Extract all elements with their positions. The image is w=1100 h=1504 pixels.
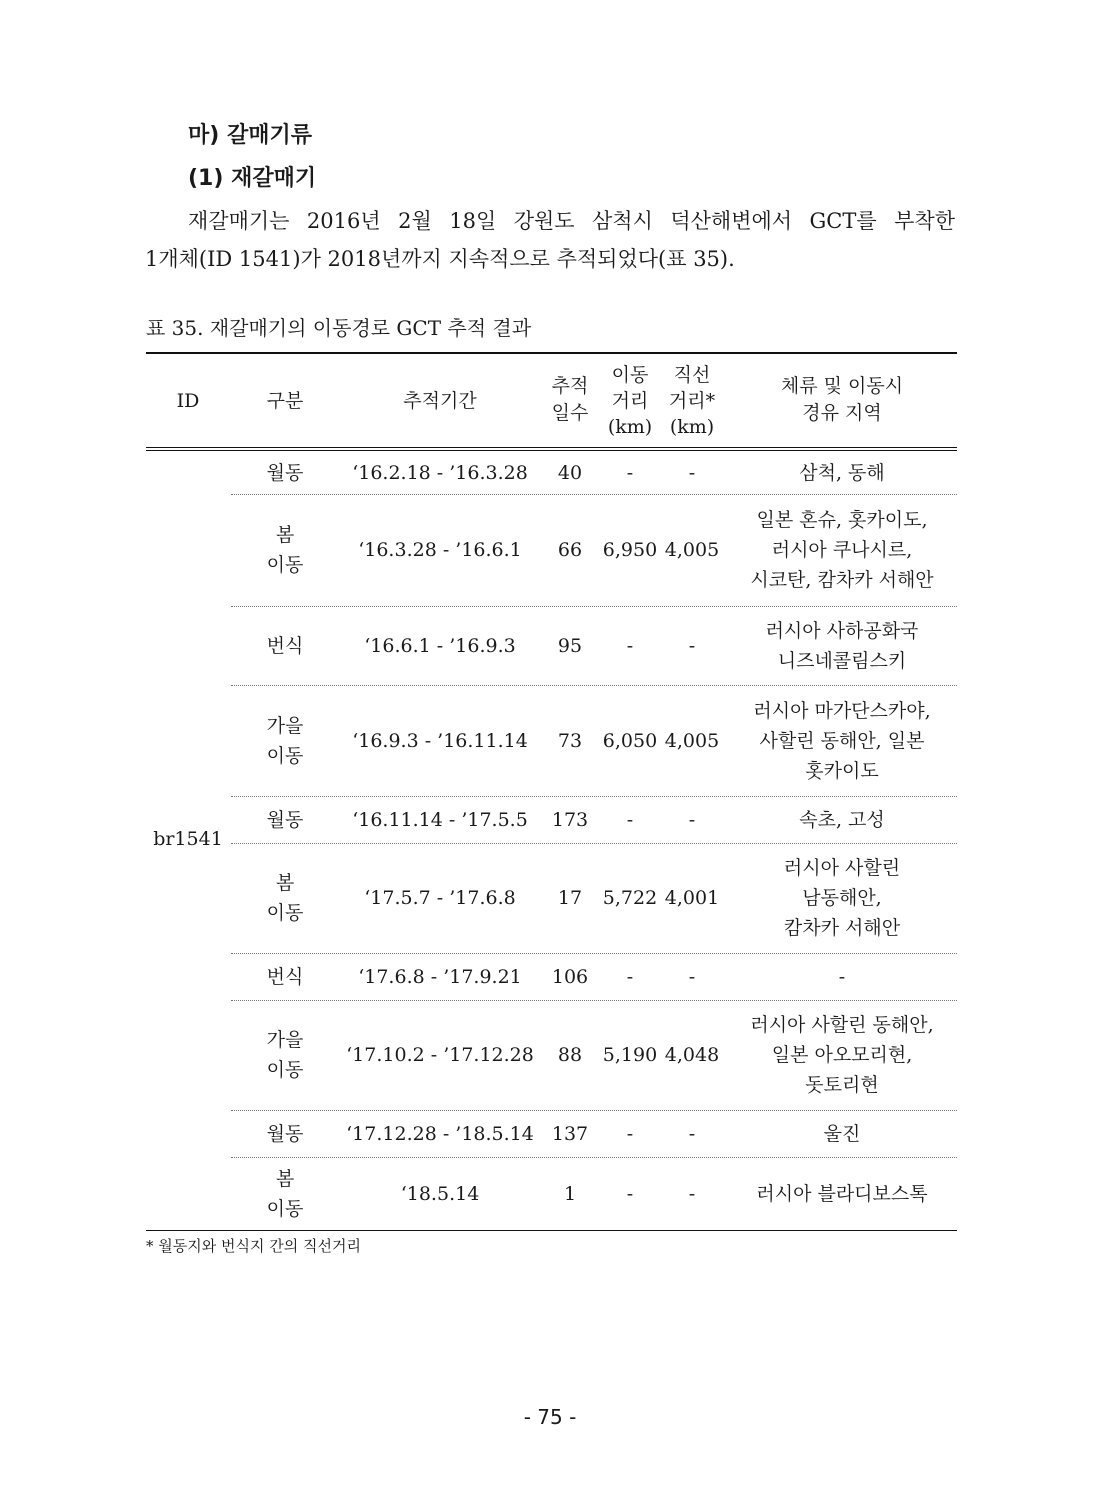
row-4-category-line-1: 가을 — [266, 714, 304, 737]
row-5-straight: - — [688, 808, 696, 831]
row-7-category: 번식 — [266, 965, 304, 988]
row-1-category: 월동 — [266, 461, 304, 484]
row-9-category: 월동 — [266, 1122, 304, 1145]
row-6-days: 17 — [557, 887, 583, 909]
header-rule-1 — [146, 447, 957, 448]
row-separator — [231, 494, 957, 495]
row-separator — [231, 1110, 957, 1111]
paragraph-line-1: 재갈매기는 2016년 2월 18일 강원도 삼척시 덕산해변에서 GCT를 부착한 — [188, 209, 955, 233]
row-5-days: 173 — [551, 808, 589, 831]
row-4-category-line-2: 이동 — [266, 744, 304, 767]
row-6-category-line-2: 이동 — [266, 902, 304, 924]
header-distance-3: (km) — [607, 416, 653, 438]
row-4-days: 73 — [557, 729, 583, 752]
page-number: - 75 - — [523, 1405, 577, 1429]
row-3-category: 번식 — [266, 634, 304, 657]
table-top-rule — [146, 352, 957, 354]
row-separator — [231, 1157, 957, 1158]
row-10-category-line-2: 이동 — [266, 1197, 304, 1220]
row-3-region-line-1: 러시아 사하공화국 — [765, 619, 919, 642]
row-2-period: ‘16.3.28 - ’16.6.1 — [358, 539, 522, 561]
row-9-period: ‘17.12.28 - ’18.5.14 — [346, 1122, 534, 1145]
row-2-days: 66 — [557, 539, 583, 561]
header-period: 추적기간 — [403, 390, 477, 412]
row-1-region: 삼척, 동해 — [799, 461, 885, 484]
header-straight-3: (km) — [669, 416, 715, 438]
row-6-period: ‘17.5.7 - ’17.6.8 — [364, 887, 516, 909]
table-caption: 표 35. 재갈매기의 이동경로 GCT 추적 결과 — [146, 316, 532, 340]
row-2-region-line-2: 러시아 쿠나시르, — [771, 539, 913, 561]
row-6-straight: 4,001 — [664, 887, 720, 909]
row-separator — [231, 685, 957, 686]
header-straight-2: 거리* — [668, 390, 716, 412]
subsection-heading: (1) 재갈매기 — [188, 166, 317, 191]
row-8-days: 88 — [557, 1044, 583, 1066]
row-10-period: ‘18.5.14 — [400, 1182, 480, 1205]
row-9-region: 울진 — [823, 1122, 861, 1145]
row-5-region: 속초, 고성 — [799, 808, 885, 831]
header-distance-2: 거리 — [611, 390, 649, 412]
row-separator — [231, 953, 957, 954]
row-5-category: 월동 — [266, 808, 304, 831]
row-1-straight: - — [688, 461, 696, 484]
row-6-category-line-1: 봄 — [275, 872, 295, 894]
header-straight-1: 직선 — [673, 364, 711, 386]
row-7-straight: - — [688, 965, 696, 988]
row-7-region: - — [838, 965, 846, 988]
row-6-distance: 5,722 — [602, 887, 658, 909]
row-3-distance: - — [626, 634, 634, 657]
header-region-2: 경유 지역 — [802, 402, 882, 424]
row-9-days: 137 — [551, 1122, 589, 1145]
header-region-1: 체류 및 이동시 — [780, 375, 904, 397]
row-separator — [231, 1000, 957, 1001]
header-rule-2 — [146, 450, 957, 451]
row-3-straight: - — [688, 634, 696, 657]
row-10-region: 러시아 블라디보스톡 — [756, 1182, 928, 1205]
row-7-period: ‘17.6.8 - ’17.9.21 — [358, 965, 522, 988]
paragraph-line-2: 1개체(ID 1541)가 2018년까지 지속적으로 추적되었다(표 35). — [145, 247, 735, 271]
row-4-straight: 4,005 — [664, 729, 720, 752]
row-separator — [231, 606, 957, 607]
row-1-days: 40 — [557, 461, 583, 484]
row-8-distance: 5,190 — [602, 1044, 658, 1066]
id-cell: br1541 — [153, 828, 223, 850]
header-id: ID — [176, 390, 200, 412]
row-9-straight: - — [688, 1122, 696, 1145]
row-7-days: 106 — [551, 965, 589, 988]
row-1-distance: - — [626, 461, 634, 484]
row-3-region-line-2: 니즈네콜림스키 — [777, 649, 907, 672]
table-bottom-rule — [146, 1230, 957, 1231]
row-10-days: 1 — [563, 1182, 577, 1205]
row-8-category-line-2: 이동 — [266, 1059, 304, 1081]
row-8-region-line-1: 러시아 사할린 동해안, — [750, 1014, 934, 1036]
row-2-region-line-1: 일본 혼슈, 홋카이도, — [756, 509, 928, 531]
row-4-period: ‘16.9.3 - ’16.11.14 — [352, 729, 528, 752]
row-8-region-line-3: 돗토리현 — [805, 1074, 879, 1096]
row-10-category-line-1: 봄 — [275, 1167, 295, 1190]
row-2-category-line-1: 봄 — [275, 524, 295, 546]
row-10-straight: - — [688, 1182, 696, 1205]
row-2-region-line-3: 시코탄, 캄차카 서해안 — [750, 569, 934, 591]
row-8-category-line-1: 가을 — [266, 1029, 304, 1051]
row-separator — [231, 843, 957, 844]
row-separator — [231, 796, 957, 797]
row-1-period: ‘16.2.18 - ’16.3.28 — [352, 461, 528, 484]
row-4-region-line-3: 홋카이도 — [805, 759, 879, 782]
header-category: 구분 — [266, 390, 304, 412]
row-8-region-line-2: 일본 아오모리현, — [771, 1044, 913, 1066]
table-footnote: * 월동지와 번식지 간의 직선거리 — [146, 1237, 361, 1255]
row-2-straight: 4,005 — [664, 539, 720, 561]
header-days-1: 추적 — [551, 375, 589, 397]
row-4-distance: 6,050 — [602, 729, 658, 752]
section-heading: 마) 갈매기류 — [188, 123, 312, 148]
row-4-region-line-2: 사할린 동해안, 일본 — [759, 729, 925, 752]
row-6-region-line-1: 러시아 사할린 — [783, 857, 901, 879]
header-days-2: 일수 — [551, 402, 589, 424]
row-3-period: ‘16.6.1 - ’16.9.3 — [364, 634, 516, 657]
row-9-distance: - — [626, 1122, 634, 1145]
row-4-region-line-1: 러시아 마가단스카야, — [753, 699, 931, 722]
row-6-region-line-2: 남동해안, — [802, 887, 882, 909]
row-2-category-line-2: 이동 — [266, 554, 304, 576]
row-5-distance: - — [626, 808, 634, 831]
row-8-period: ‘17.10.2 - ’17.12.28 — [346, 1044, 534, 1066]
header-distance-1: 이동 — [611, 364, 649, 386]
row-8-straight: 4,048 — [664, 1044, 720, 1066]
row-7-distance: - — [626, 965, 634, 988]
row-2-distance: 6,950 — [602, 539, 658, 561]
row-10-distance: - — [626, 1182, 634, 1205]
row-5-period: ‘16.11.14 - ’17.5.5 — [352, 808, 528, 831]
body-paragraph — [145, 202, 955, 278]
row-6-region-line-3: 캄차카 서해안 — [783, 917, 901, 939]
row-3-days: 95 — [557, 634, 583, 657]
